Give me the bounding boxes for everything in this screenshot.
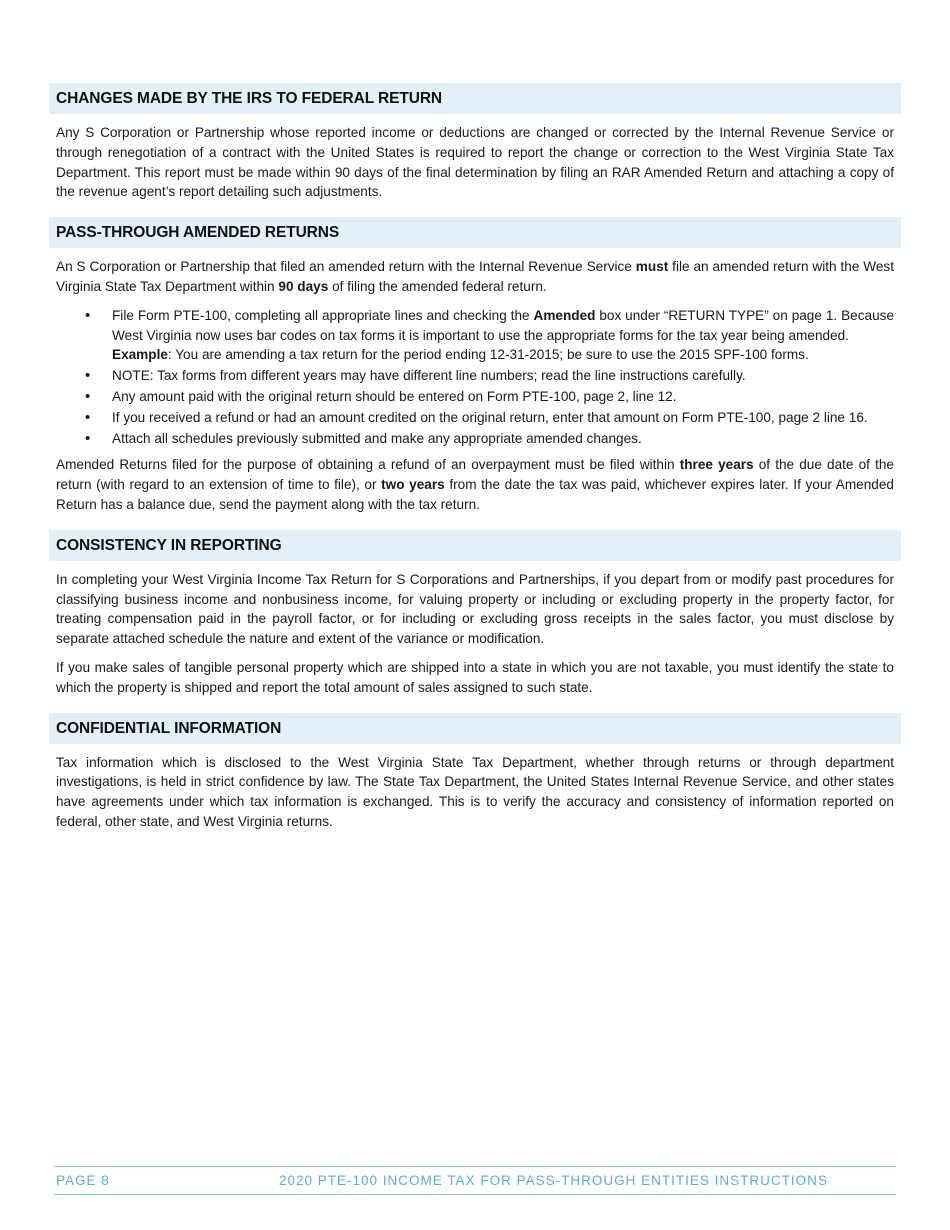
irs-changes-paragraph: Any S Corporation or Partnership whose reported income or deductions are changed or corrected by the Internal Revenue Service or through renegotiation of a contract with the United States is required to report the change or correction to the West Virginia State Tax Department. This report must be made within 90 days of the final determination by filing an RAR Amended Return and attaching a copy of the revenue agent’s report detailing such adjustments. — [56, 125, 894, 200]
amended-box-emphasis: Amended — [533, 307, 596, 323]
document-title: 2020 PTE-100 INCOME TAX FOR PASS-THROUGH ENTITIES INSTRUCTIONS — [279, 1173, 828, 1188]
section-heading-irs-changes: CHANGES MADE BY THE IRS TO FEDERAL RETURN — [49, 83, 901, 114]
amended-90-days-emphasis: 90 days — [278, 278, 329, 294]
refund-text-b: of the due date of the return (with regard to an extension of time to file), or — [56, 457, 894, 493]
amended-intro-text-a: An S Corporation or Partnership that filed an amended return with the Internal Revenue Service — [56, 259, 636, 275]
three-years-emphasis: three years — [679, 457, 754, 473]
section-heading-consistency: CONSISTENCY IN REPORTING — [49, 530, 901, 561]
amended-refund-paragraph — [49, 455, 901, 514]
list-item: • NOTE: Tax forms from different years may have different line numbers; read the line instructions carefully. — [112, 366, 894, 386]
example-text: : You are amending a tax return for the period ending 12-31-2015; be sure to use the 2015 SPF-100 forms. — [167, 347, 809, 363]
example-label: Example — [112, 347, 168, 363]
refund-text-c: from the date the tax was paid, whichever expires later. If your Amended Return has a balance due, send the payment along with the tax return. — [56, 477, 894, 512]
section-heading-amended-returns: PASS-THROUGH AMENDED RETURNS — [49, 217, 901, 248]
confidential-paragraph: Tax information which is disclosed to the West Virginia State Tax Department, whether through returns or through department investigations, is held in strict confidence by law. The State Tax Department, the United States Internal Revenue Service, and other states have agreements under which tax information is exchanged. This is to verify the accuracy and consistency of information reported on federal, other state, and West Virginia returns. — [56, 754, 894, 829]
amended-intro-paragraph — [49, 257, 901, 297]
amended-intro-text-b: file an amended return with the West Virginia State Tax Department within — [56, 259, 895, 294]
consistency-paragraph-2: If you make sales of tangible personal property which are shipped into a state in which you are not taxable, you must identify the state to which the property is shipped and report the total amount of sales assigned to such state. — [56, 659, 894, 695]
section-heading-confidential: CONFIDENTIAL INFORMATION — [49, 713, 901, 744]
amended-bullet-list — [49, 306, 901, 449]
amended-must-emphasis: must — [635, 259, 669, 275]
list-item: • Attach all schedules previously submitted and make any appropriate amended changes. — [112, 429, 894, 449]
list-item: • Any amount paid with the original return should be entered on Form PTE-100, page 2, line 12. — [112, 387, 894, 407]
bullet-1-text-a: File Form PTE-100, completing all appropriate lines and checking the — [112, 307, 534, 323]
consistency-paragraph-1: In completing your West Virginia Income Tax Return for S Corporations and Partnerships, if you depart from or modify past procedures for classifying business income and nonbusiness income, for valuing property or including or excluding property in the property factor, for treating compensation paid in the payroll factor, or for including or excluding gross receipts in the sales factor, you must disclose by separate attached schedule the nature and extent of the variance or modification. — [56, 571, 894, 647]
list-item: • If you received a refund or had an amount credited on the original return, enter that amount on Form PTE-100, page 2 line 16. — [112, 408, 894, 428]
document-page — [49, 83, 901, 841]
two-years-emphasis: two years — [381, 477, 445, 493]
list-item — [112, 306, 894, 365]
refund-text-a: Amended Returns filed for the purpose of obtaining a refund of an overpayment must be filed within — [56, 457, 680, 473]
bullet-1-text-b: box under “RETURN TYPE” on page 1. Because West Virginia now uses bar codes on tax forms it is important to use the appropriate forms for the tax year being amended. — [112, 307, 894, 343]
page-footer — [54, 1166, 896, 1195]
page-number: PAGE 8 — [56, 1173, 110, 1188]
amended-intro-text-c: of filing the amended federal return. — [328, 278, 547, 294]
example-line — [112, 345, 894, 365]
